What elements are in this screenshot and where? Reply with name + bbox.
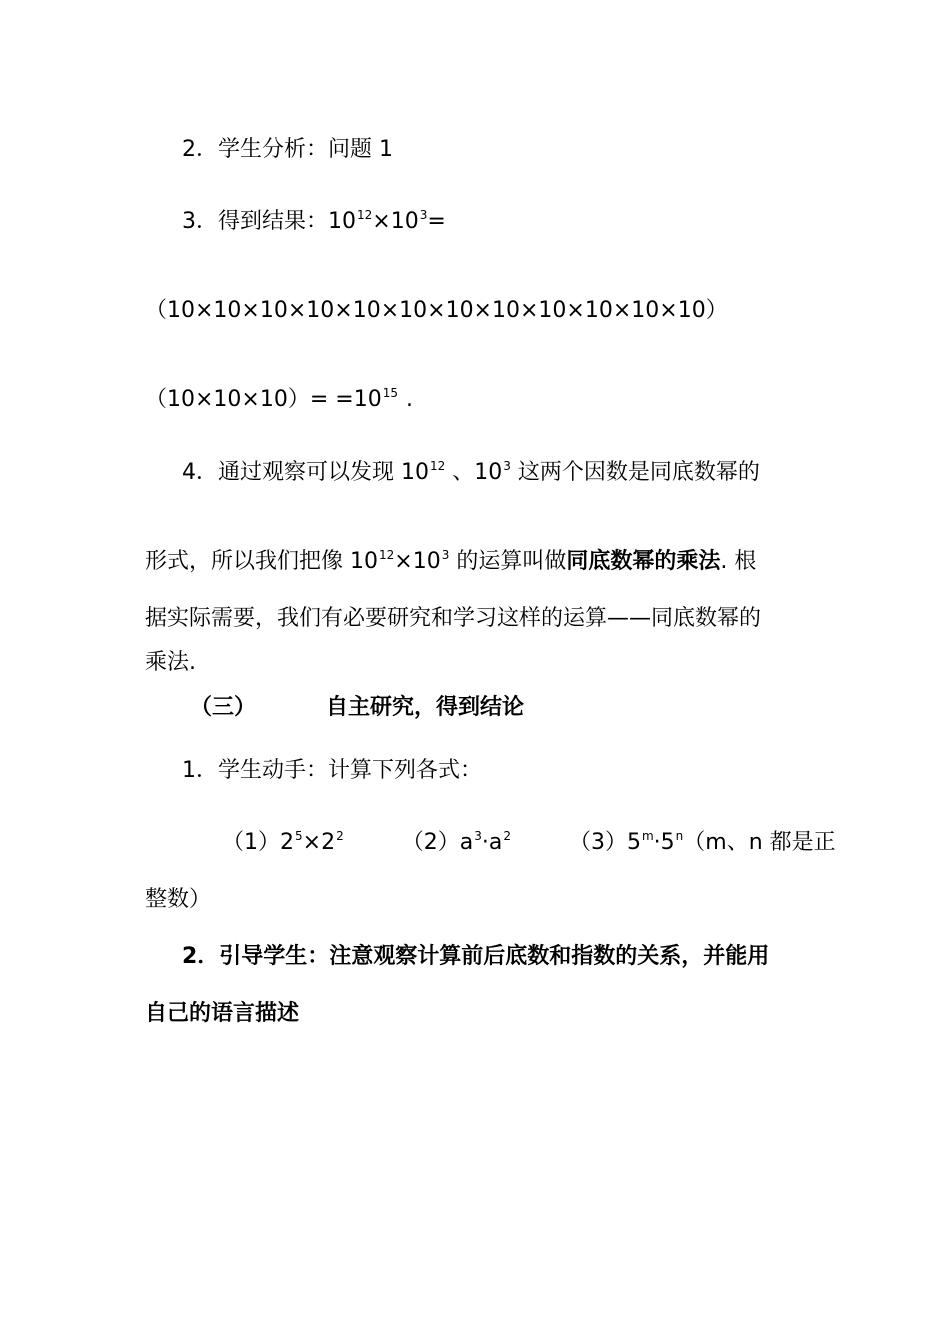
expansion-line-2 — [145, 385, 413, 417]
exponent: 3 — [503, 459, 511, 473]
step-2-guide-line-2 — [145, 999, 299, 1029]
expansion-text-2: （10×10×10）= =10 — [145, 387, 382, 412]
period: . — [406, 387, 413, 412]
step-4-text-end: 这两个因数是同底数幂的 — [510, 460, 760, 485]
exponent: 2 — [336, 829, 344, 843]
section-number: （三） — [190, 695, 257, 720]
step-2-guide-line — [182, 942, 769, 972]
guide-text: 2．引导学生：注意观察计算前后底数和指数的关系，并能用 — [182, 944, 770, 969]
guide-text-end: 自己的语言描述 — [145, 1001, 300, 1026]
key-term: 同底数幂的乘法 — [566, 549, 721, 574]
paragraph-text: . 根 — [720, 549, 757, 574]
times-sign: × — [372, 209, 391, 234]
exercise-3: ·5 — [653, 830, 675, 855]
exponent: 5 — [295, 829, 303, 843]
exponent: m — [641, 829, 654, 843]
paragraph-line-2 — [145, 604, 761, 634]
base-number: 10 — [390, 209, 419, 234]
exercise-2: （2）a — [401, 830, 474, 855]
exponent: 3 — [419, 208, 428, 222]
section-heading — [190, 693, 524, 723]
exercise-1: ×2 — [302, 830, 336, 855]
paragraph-line-3 — [145, 648, 196, 678]
step-2-line — [182, 135, 393, 165]
exercise-line — [222, 828, 836, 860]
exponent: 12 — [357, 208, 373, 222]
step-1-line — [182, 756, 482, 786]
exponent: 3 — [441, 548, 450, 562]
section-title: 自主研究，得到结论 — [326, 695, 525, 720]
step-4-line — [182, 458, 760, 490]
paragraph-text: 据实际需要，我们有必要研究和学习这样的运算——同底数幂的 — [145, 606, 762, 631]
step-2-text: 2．学生分析：问题 1 — [182, 137, 393, 162]
base-number: 10 — [401, 460, 429, 485]
exercise-note-end: 整数） — [145, 887, 212, 912]
exponent: 12 — [379, 548, 395, 562]
paragraph-text: 乘法. — [145, 650, 196, 675]
times-sign: × — [394, 549, 413, 574]
exercise-3: （3）5 — [568, 830, 641, 855]
expansion-line-1 — [145, 296, 728, 326]
paragraph-text: 形式，所以我们把像 — [145, 549, 350, 574]
base-number: 10 — [474, 460, 503, 485]
step-4-text: 4．通过观察可以发现 — [182, 460, 401, 485]
base-number: 10 — [328, 209, 356, 234]
exercise-1: （1）2 — [222, 830, 294, 855]
exponent: 15 — [382, 386, 398, 400]
exercise-3-note: （m、n 都是正 — [683, 830, 836, 855]
expansion-text-1: （10×10×10×10×10×10×10×10×10×10×10×10） — [145, 298, 728, 323]
step-3-label: 3．得到结果： — [182, 209, 328, 234]
step-1-text: 1．学生动手：计算下列各式： — [182, 758, 482, 783]
exponent: n — [675, 829, 684, 843]
base-number: 10 — [412, 549, 441, 574]
exercise-note-line — [145, 885, 211, 915]
paragraph-text: 的运算叫做 — [449, 549, 567, 574]
base-number: 10 — [350, 549, 378, 574]
equals-sign: = — [427, 209, 446, 234]
paragraph-line-1 — [145, 547, 756, 579]
exponent: 2 — [503, 829, 511, 843]
separator: 、 — [445, 460, 475, 485]
exponent: 3 — [474, 829, 482, 843]
exercise-2: ·a — [481, 830, 503, 855]
step-3-line — [182, 207, 446, 239]
exponent: 12 — [430, 459, 446, 473]
